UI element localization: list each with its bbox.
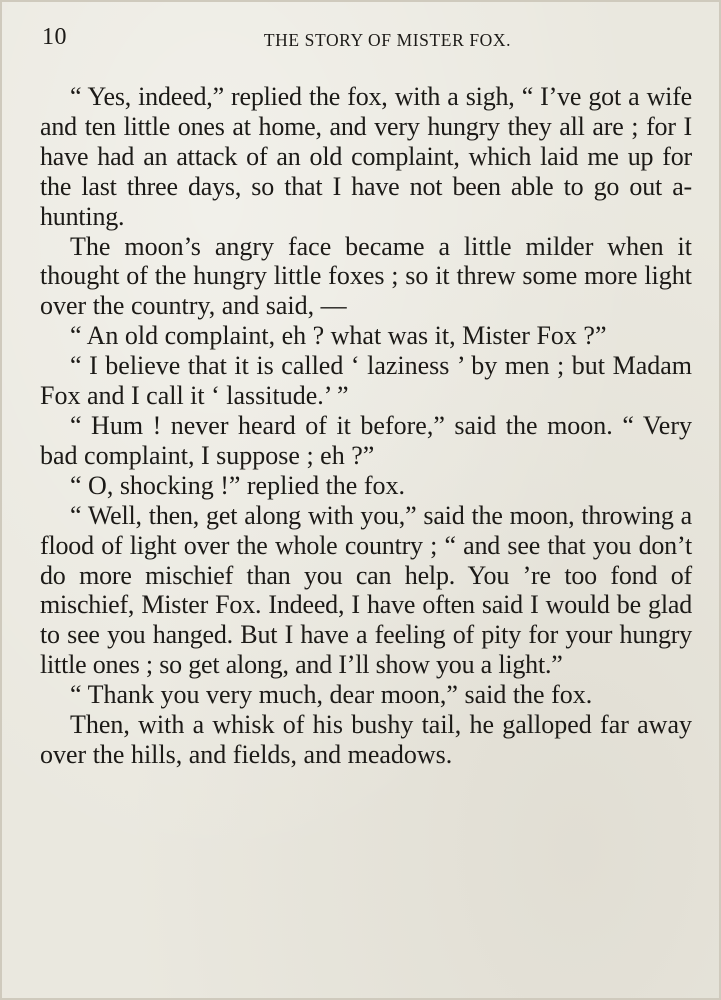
running-head [40,24,685,54]
paragraph-moon-milder: The moon’s angry face became a little milder when it thought of the hungry little foxes ; so it threw some more light over the country, and said, — [40,231,692,321]
paragraph-get-along: “ Well, then, get along with you,” said the moon, throwing a flood of light over the whole country ; “ and see that you don’t do more mischief than you can help. You ’re too fond of mischief, Mister Fox. Indeed, I have often said I would be glad to see you hanged. But I have a feeling of pity for your hungry little ones ; so get along, and I’ll show you a light.” [40,500,692,680]
paragraph-hum: “ Hum ! never heard of it before,” said the moon. “ Very bad complaint, I suppose ; eh ?” [40,410,692,470]
running-title: THE STORY OF MISTER FOX. [263,30,512,50]
page-number: 10 [42,24,67,50]
paragraph-shocking: “ O, shocking !” replied the fox. [70,470,406,500]
paragraph-galloped: Then, with a whisk of his bushy tail, he galloped far away over the hills, and fields, and meadows. [40,710,692,769]
paragraph-laziness: “ I believe that it is called ‘ laziness ’ by men ; but Madam Fox and I call it ‘ lassitude.’ ” [40,351,692,411]
paragraph-old-complaint: “ An old complaint, eh ? what was it, Mister Fox ?” [70,321,607,351]
paragraph-thank-you: “ Thank you very much, dear moon,” said the fox. [70,680,593,710]
paragraph-fox-reply: “ Yes, indeed,” replied the fox, with a sigh, “ I’ve got a wife and ten little ones at home, and very hungry they all are ; for I have had an attack of an old complaint, which laid me up for the last three days, so that I have not been able to go out a-hunting. [40,82,692,231]
body-text [40,82,692,770]
